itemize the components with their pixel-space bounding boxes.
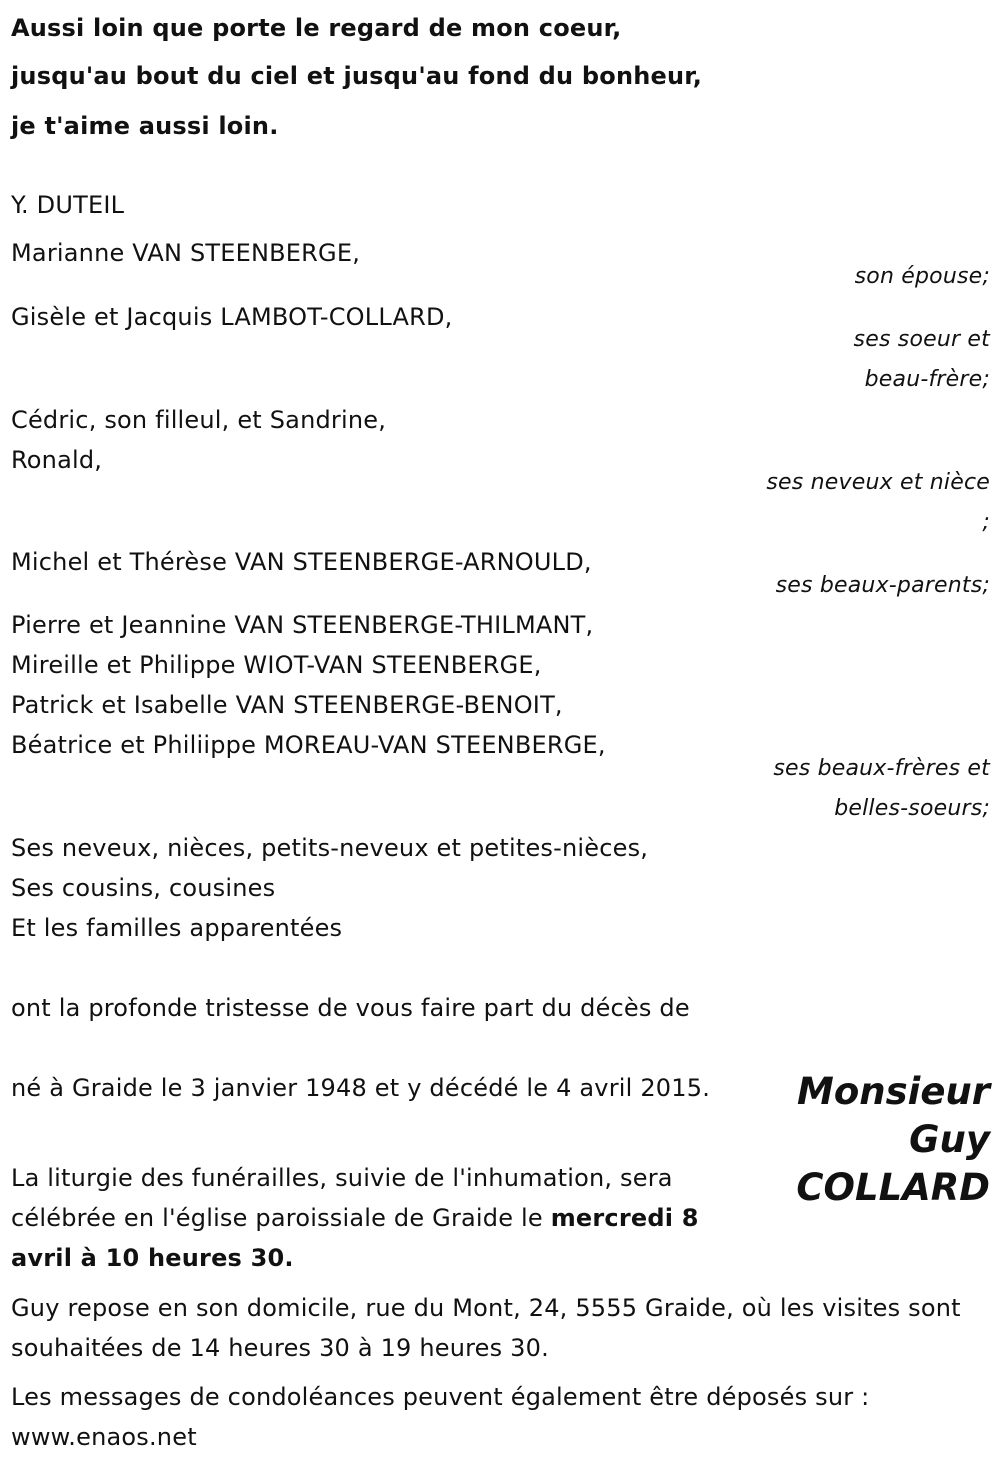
- deceased-title: Monsieur: [797, 1070, 990, 1113]
- family-relation: ses neveux et nièce: [766, 470, 990, 495]
- deceased-last-name: COLLARD: [796, 1166, 990, 1209]
- family-name: Béatrice et Philiippe MOREAU-VAN STEENBERGE,: [11, 731, 606, 759]
- condolences-link[interactable]: www.enaos.net: [11, 1423, 197, 1451]
- condolences-text: Les messages de condoléances peuvent également être déposés sur :: [11, 1383, 870, 1411]
- family-name: Ronald,: [11, 446, 103, 474]
- family-relation: beau-frère;: [864, 367, 990, 392]
- family-relation: ses soeur et: [853, 327, 990, 352]
- family-name: Cédric, son filleul, et Sandrine,: [11, 406, 387, 434]
- birth-death: né à Graide le 3 janvier 1948 et y décédé le 4 avril 2015.: [11, 1074, 711, 1102]
- visits-info: Guy repose en son domicile, rue du Mont, 24, 5555 Graide, où les visites sont souhaitées de 14 heures 30 à 19 heures 30.: [11, 1294, 961, 1362]
- family-relation: son épouse;: [854, 264, 990, 289]
- others-line: Ses neveux, nièces, petits-neveux et petites-nièces,: [11, 834, 649, 862]
- family-name: Patrick et Isabelle VAN STEENBERGE-BENOIT,: [11, 691, 563, 719]
- funeral-text: La liturgie des funérailles, suivie de l'inhumation, sera célébrée en l'église paroissiale de Graide le: [11, 1164, 673, 1232]
- funeral-date: mercredi 8 avril à 10 heures 30.: [11, 1204, 699, 1272]
- others-line: Et les familles apparentées: [11, 914, 343, 942]
- family-name: Gisèle et Jacquis LAMBOT-COLLARD,: [11, 303, 453, 331]
- family-name: Marianne VAN STEENBERGE,: [11, 239, 361, 267]
- others-line: Ses cousins, cousines: [11, 874, 276, 902]
- family-name: Pierre et Jeannine VAN STEENBERGE-THILMANT,: [11, 611, 594, 639]
- family-name: Mireille et Philippe WIOT-VAN STEENBERGE,: [11, 651, 542, 679]
- funeral-info: [11, 1158, 751, 1278]
- poem-author: Y. DUTEIL: [11, 191, 125, 219]
- poem-line-2: jusqu'au bout du ciel et jusqu'au fond du bonheur,: [11, 62, 703, 90]
- poem-line-3: je t'aime aussi loin.: [11, 112, 279, 140]
- family-relation: belles-soeurs;: [834, 796, 990, 821]
- deceased-name: [730, 1068, 990, 1212]
- family-name: Michel et Thérèse VAN STEENBERGE-ARNOULD,: [11, 548, 592, 576]
- deceased-first-name: Guy: [909, 1118, 990, 1161]
- family-relation: ses beaux-parents;: [775, 573, 990, 598]
- announcement: ont la profonde tristesse de vous faire part du décès de: [11, 994, 690, 1022]
- family-relation: ;: [982, 510, 990, 535]
- family-relation: ses beaux-frères et: [773, 756, 990, 781]
- poem-line-1: Aussi loin que porte le regard de mon coeur,: [11, 14, 622, 42]
